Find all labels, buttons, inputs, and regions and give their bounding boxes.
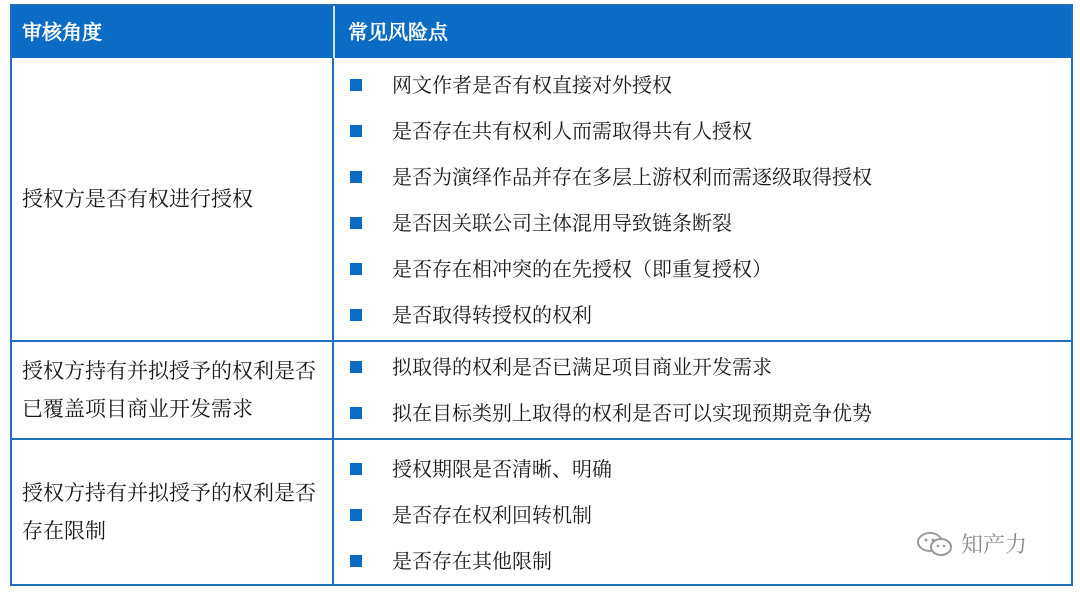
square-bullet-icon [350, 407, 362, 419]
table-row [12, 440, 1071, 584]
row-label: 授权方持有并拟授予的权利是否已覆盖项目商业开发需求 [22, 359, 316, 421]
row-label-cell [12, 58, 334, 340]
list-item [334, 200, 1071, 246]
square-bullet-icon [350, 555, 362, 567]
square-bullet-icon [350, 309, 362, 321]
wechat-icon [915, 530, 955, 558]
square-bullet-icon [350, 125, 362, 137]
list-item-text: 拟在目标类别上取得的权利是否可以实现预期竞争优势 [392, 401, 872, 425]
list-item [334, 344, 1071, 390]
list-item [334, 62, 1071, 108]
square-bullet-icon [350, 463, 362, 475]
list-item-text: 是否存在共有权利人而需取得共有人授权 [392, 119, 752, 143]
list-item-text: 是否存在权利回转机制 [392, 503, 592, 527]
list-item [334, 390, 1071, 436]
watermark-text: 知产力 [961, 533, 1028, 558]
row-label-cell [12, 342, 334, 438]
square-bullet-icon [350, 361, 362, 373]
list-item-text: 拟取得的权利是否已满足项目商业开发需求 [392, 355, 772, 379]
header-risk-points: 常见风险点 [348, 20, 448, 44]
row-items-cell [334, 342, 1071, 438]
list-item-text: 是否为演绎作品并存在多层上游权利而需逐级取得授权 [392, 165, 872, 189]
list-item-text: 是否取得转授权的权利 [392, 303, 592, 327]
square-bullet-icon [350, 79, 362, 91]
square-bullet-icon [350, 263, 362, 275]
list-item-text: 是否因关联公司主体混用导致链条断裂 [392, 211, 732, 235]
list-item [334, 108, 1071, 154]
list-item-text: 授权期限是否清晰、明确 [392, 457, 612, 481]
list-item-text: 是否存在相冲突的在先授权（即重复授权） [392, 257, 772, 281]
list-item-text: 是否存在其他限制 [392, 549, 552, 573]
list-item [334, 446, 1071, 492]
list-item [334, 246, 1071, 292]
list-item [334, 292, 1071, 338]
square-bullet-icon [350, 509, 362, 521]
row-label: 授权方持有并拟授予的权利是否存在限制 [22, 481, 316, 543]
square-bullet-icon [350, 171, 362, 183]
table-row [12, 58, 1071, 342]
row-items-cell [334, 440, 1071, 584]
table-header [12, 6, 1071, 58]
header-review-angle: 审核角度 [22, 20, 102, 44]
header-divider [333, 6, 335, 58]
table-row [12, 342, 1071, 440]
row-items-cell [334, 58, 1071, 340]
list-item-text: 网文作者是否有权直接对外授权 [392, 73, 672, 97]
row-label: 授权方是否有权进行授权 [22, 187, 253, 211]
row-label-cell [12, 440, 334, 584]
list-item [334, 154, 1071, 200]
square-bullet-icon [350, 217, 362, 229]
risk-table [10, 4, 1073, 586]
watermark [915, 528, 1027, 559]
